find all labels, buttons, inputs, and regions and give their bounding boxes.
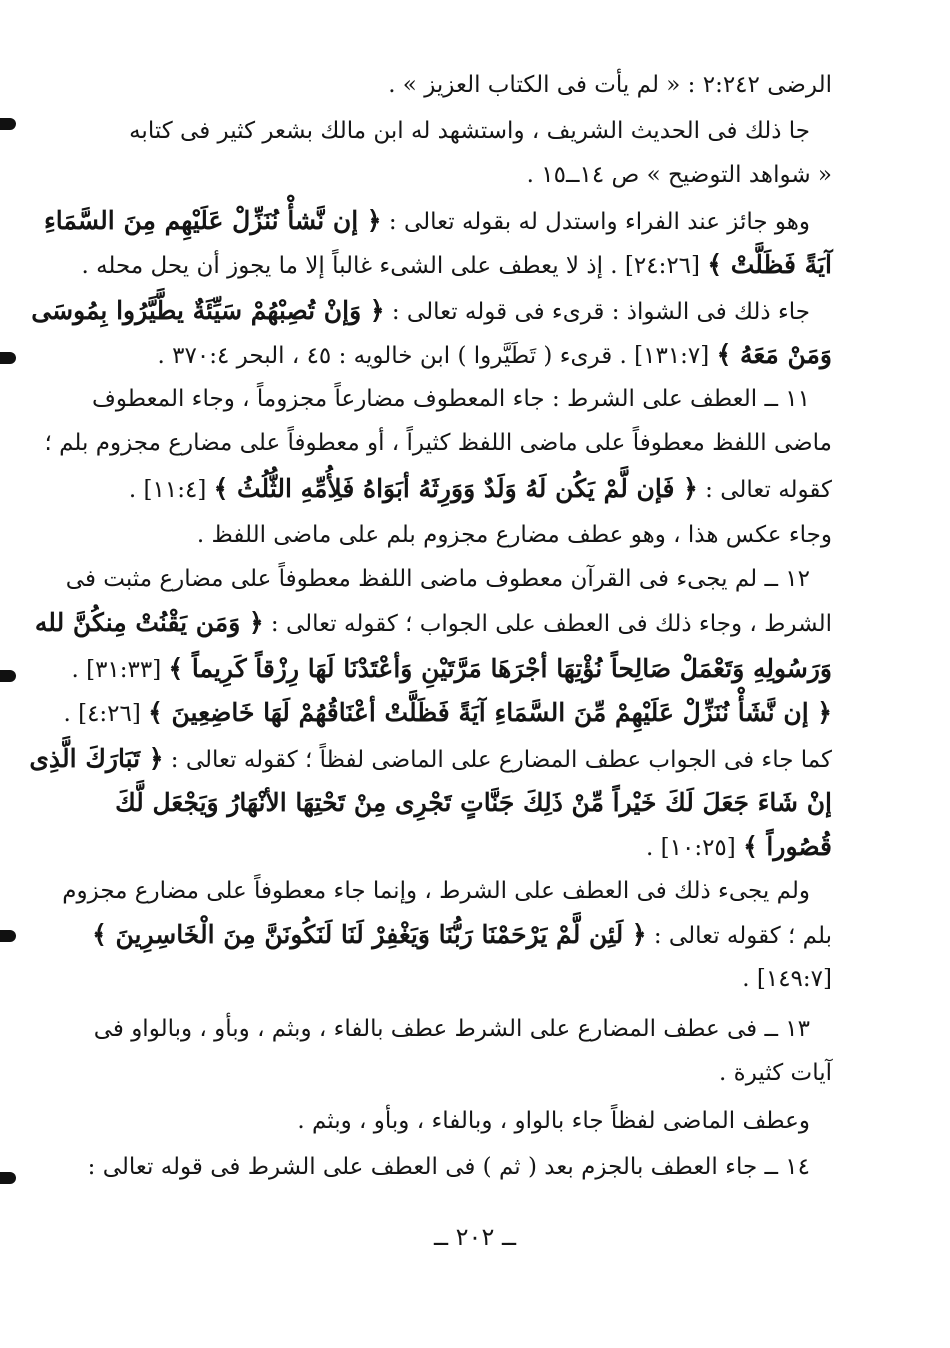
text-line: قُصُوراً ﴾ [١٠:٢٥] . bbox=[646, 832, 832, 861]
text-line: كقوله تعالى : ﴿ فَإن لَّمْ يَكُن لَهُ وَلَدٌ وَوَرِثَهُ أبَوَاهُ فَلِأُمِّهِ الثُّلُثُ ﴾ [١١:٤] . bbox=[128, 474, 832, 503]
text-line: جا ذلك فى الحديث الشريف ، واستشهد له ابن مالك بشعر كثير فى كتابه bbox=[129, 118, 810, 144]
quran-verse: قُصُوراً ﴾ bbox=[743, 832, 832, 861]
margin-mark bbox=[0, 930, 16, 942]
text-line: ١٣ ــ فى عطف المضارع على الشرط عطف بالفاء ، وبثم ، وبأو ، وبالواو فى bbox=[93, 1016, 810, 1042]
quran-verse: ﴿ تَبَارَكَ الَّذِى bbox=[29, 744, 164, 773]
quran-verse: إنْ شَاءَ جَعَلَ لَكَ خَيْراً مِّنْ ذَلِكَ جَنَّاتٍ تَجْرِى مِنْ تَحْتِهَا الأنْهَارُ وَيَجْعَل لَّكَ bbox=[115, 788, 832, 817]
quran-verse: ﴿ وَمَن يَقْنُتْ مِنكُنَّ لله bbox=[34, 608, 264, 637]
text-line: ماضى اللفظ معطوفاً على ماضى اللفظ كثيراً ، أو معطوفاً على مضارع مجزوم بلم ؛ bbox=[44, 430, 832, 456]
text-line: وهو جائز عند الفراء واستدل له بقوله تعالى : ﴿ إن نَّشأْ نُنَزِّلْ عَلَيْهِم مِنَ السَّمَاءِ bbox=[44, 206, 810, 235]
text-line: ولم يجىء ذلك فى العطف على الشرط ، وإنما جاء معطوفاً على مضارع مجزوم bbox=[62, 878, 810, 904]
quran-verse: ﴿ وَإنْ تُصِبْهُمْ سَيِّئَةٌ يطَّيَّرُوا بِمُوسَى bbox=[31, 296, 385, 325]
quran-verse: وَمَنْ مَعَهُ ﴾ bbox=[716, 340, 832, 369]
margin-mark bbox=[0, 670, 16, 682]
text-line: ﴿ إن نَّشَأْ نُنَزِّلْ عَلَيْهِمْ مِّنَ السَّمَاءِ آيَةً فَظَلَّتْ أعْنَاقُهُمْ لَهَا خَاضِعِينَ ﴾ [٤:٢٦] . bbox=[63, 698, 832, 727]
margin-mark bbox=[0, 352, 16, 364]
text-line: ١٤ ــ جاء العطف بالجزم بعد ( ثم ) فى العطف على الشرط فى قوله تعالى : bbox=[87, 1154, 810, 1180]
text-line: ١٢ ــ لم يجىء فى القرآن معطوف ماضى اللفظ معطوفاً على مضارع مثبت فى bbox=[65, 566, 810, 592]
quran-verse: ﴿ لَئِن لَّمْ يَرْحَمْنَا رَبُّنَا وَيَغْفِرْ لَنَا لَنَكُونَنَّ مِنَ الْخَاسِرِينَ ﴾ bbox=[92, 920, 647, 949]
quran-verse: وَرَسُولِهِ وَتَعْمَلْ صَالِحاً نُؤْتِهَا أجْرَهَا مَرَّتَيْنِ وَأعْتَدْنَا لَهَا رِزْقاً كَرِيماً ﴾ bbox=[168, 654, 832, 683]
text-line bbox=[115, 786, 832, 820]
page-number: ــ ٢٠٢ ــ bbox=[433, 1223, 517, 1251]
quran-verse: ﴿ إن نَّشَأْ نُنَزِّلْ عَلَيْهِمْ مِّنَ السَّمَاءِ آيَةً فَظَلَّتْ أعْنَاقُهُمْ لَهَا خَاضِعِينَ ﴾ bbox=[148, 698, 832, 727]
text-line: [١٤٩:٧] . bbox=[742, 966, 832, 992]
text-line: آيات كثيرة . bbox=[719, 1060, 832, 1086]
text-line: وَرَسُولِهِ وَتَعْمَلْ صَالِحاً نُؤْتِهَا أجْرَهَا مَرَّتَيْنِ وَأعْتَدْنَا لَهَا رِزْقاً كَرِيماً ﴾ [٣١:٣٣] . bbox=[71, 654, 832, 683]
text-line: جاء ذلك فى الشواذ : قرىء فى قوله تعالى : ﴿ وَإنْ تُصِبْهُمْ سَيِّئَةٌ يطَّيَّرُوا بِمُوسَى bbox=[31, 296, 810, 325]
text-line: الشرط ، وجاء ذلك فى العطف على الجواب ؛ كقوله تعالى : ﴿ وَمَن يَقْنُتْ مِنكُنَّ لله bbox=[34, 608, 832, 637]
text-line: ١١ ــ العطف على الشرط : جاء المعطوف مضارعاً مجزوماً ، وجاء المعطوف bbox=[91, 386, 810, 412]
quran-verse: آيَةً فَظَلَّتْ ﴾ bbox=[707, 250, 832, 279]
text-line: الرضى ٢:٢٤٢ : « لم يأت فى الكتاب العزيز » . bbox=[388, 72, 832, 98]
text-line: « شواهد التوضيح » ص ١٤ــ١٥ . bbox=[526, 162, 832, 188]
text-line: آيَةً فَظَلَّتْ ﴾ [٢٤:٢٦] . إذ لا يعطف على الشىء غالباً إلا ما يجوز أن يحل محله . bbox=[81, 250, 832, 279]
quran-verse: ﴿ إن نَّشأْ نُنَزِّلْ عَلَيْهِم مِنَ السَّمَاءِ bbox=[44, 206, 382, 235]
text-line: كما جاء فى الجواب عطف المضارع على الماضى لفظاً ؛ كقوله تعالى : ﴿ تَبَارَكَ الَّذِى bbox=[29, 744, 832, 773]
margin-mark bbox=[0, 118, 16, 130]
quran-verse: ﴿ فَإن لَّمْ يَكُن لَهُ وَلَدٌ وَوَرِثَهُ أبَوَاهُ فَلِأُمِّهِ الثُّلُثُ ﴾ bbox=[213, 474, 698, 503]
text-line: وجاء عكس هذا ، وهو عطف مضارع مجزوم بلم على ماضى اللفظ . bbox=[196, 522, 832, 548]
text-line: وَمَنْ مَعَهُ ﴾ [١٣١:٧] . قرىء ( تَطَيَّروا ) ابن خالويه : ٤٥ ، البحر ٣٧٠:٤ . bbox=[157, 340, 832, 369]
text-line: وعطف الماضى لفظاً جاء بالواو ، وبالفاء ، وبأو ، وبثم . bbox=[297, 1108, 810, 1134]
margin-mark bbox=[0, 1172, 16, 1184]
text-line: بلم ؛ كقوله تعالى : ﴿ لَئِن لَّمْ يَرْحَمْنَا رَبُّنَا وَيَغْفِرْ لَنَا لَنَكُونَنَّ مِنَ الْخَاسِرِينَ ﴾ bbox=[92, 920, 832, 949]
